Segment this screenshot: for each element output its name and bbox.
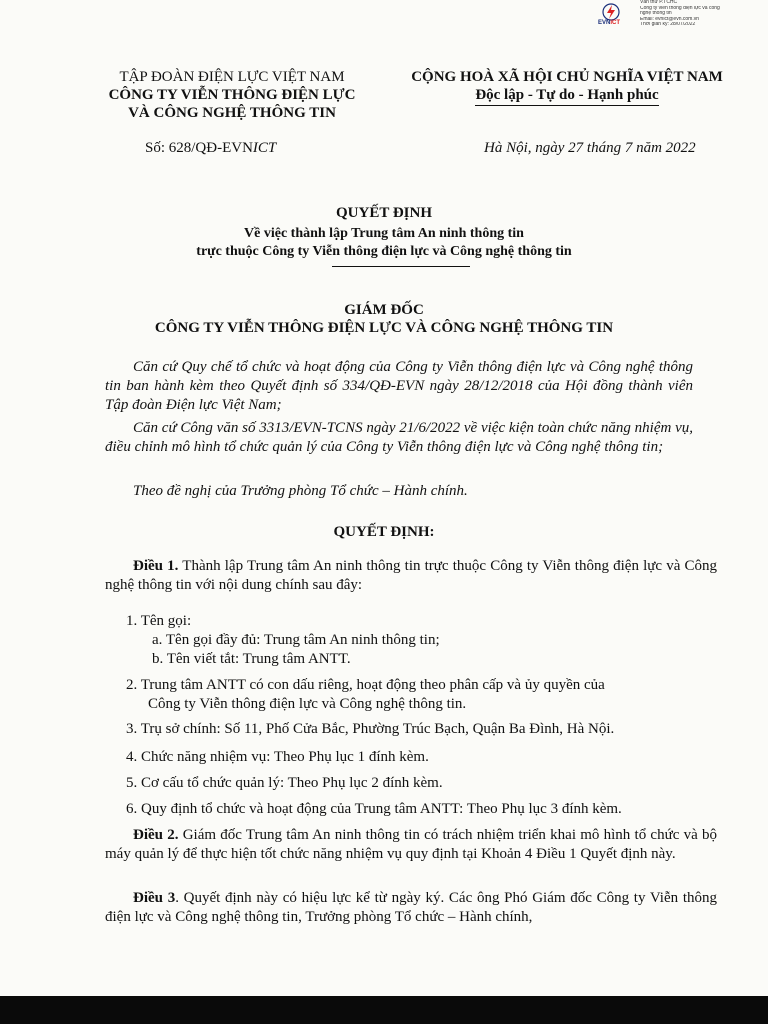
article-1-item-5: 5. Cơ cấu tổ chức quản lý: Theo Phụ lục 2 đính kèm. xyxy=(126,775,443,791)
article-1-item-3: 3. Trụ sở chính: Số 11, Phố Cửa Bắc, Phường Trúc Bạch, Quận Ba Đình, Hà Nội. xyxy=(126,721,615,737)
article-2-label: Điều 2. xyxy=(133,827,179,843)
document-number xyxy=(145,140,276,157)
stamp-line: nghệ thông tin xyxy=(640,11,672,16)
stamp-line: Văn thư P.TCHC xyxy=(640,0,678,5)
article-2 xyxy=(105,826,717,864)
article-3-label: Điều 3 xyxy=(133,890,176,906)
place-date: Hà Nội, ngày 27 tháng 7 năm 2022 xyxy=(484,140,696,156)
article-1-item-1b: b. Tên viết tắt: Trung tâm ANTT. xyxy=(152,651,351,667)
evnict-brand xyxy=(598,20,620,26)
article-1-label: Điều 1. xyxy=(133,558,179,574)
number-suffix: ICT xyxy=(252,140,277,156)
national-header xyxy=(392,68,742,106)
digital-signature-stamp xyxy=(598,0,758,27)
brand-evn: EVN xyxy=(598,20,611,26)
preamble-proposal: Theo đề nghị của Trưởng phòng Tổ chức – Hành chính. xyxy=(133,483,468,499)
document-title: QUYẾT ĐỊNH xyxy=(336,205,432,221)
authority-title: GIÁM ĐỐC xyxy=(344,302,424,318)
parent-organization: TẬP ĐOÀN ĐIỆN LỰC VIỆT NAM xyxy=(119,69,345,85)
article-1-item-1a: a. Tên gọi đầy đủ: Trung tâm An ninh thông tin; xyxy=(152,632,440,648)
article-1-text: Thành lập Trung tâm An ninh thông tin trực thuộc Công ty Viễn thông điện lực và Công nghệ thông tin với nội dung chính sau đây: xyxy=(105,558,718,593)
item-2-line2: Công ty Viễn thông điện lực và Công nghệ thông tin. xyxy=(148,696,467,712)
document-subject-line1: Về việc thành lập Trung tâm An ninh thông tin xyxy=(244,226,524,241)
item-2-line1: 2. Trung tâm ANTT có con dấu riêng, hoạt động theo phân cấp và ủy quyền của xyxy=(126,677,605,693)
organization-name-line2: VÀ CÔNG NGHỆ THÔNG TIN xyxy=(128,105,336,121)
stamp-line: Thời gian ký: 28/07/2022 xyxy=(640,22,696,27)
article-1-item-2 xyxy=(126,676,696,714)
article-1 xyxy=(105,557,717,595)
authority-organization: CÔNG TY VIỄN THÔNG ĐIỆN LỰC VÀ CÔNG NGHỆ THÔNG TIN xyxy=(154,320,614,336)
evnict-logo-icon xyxy=(598,2,624,22)
country-name: CỘNG HOÀ XÃ HỘI CHỦ NGHĨA VIỆT NAM xyxy=(411,69,723,85)
preamble-basis-2: Căn cứ Công văn số 3313/EVN-TCNS ngày 21/6/2022 về việc kiện toàn chức năng nhiệm vụ, điều chỉnh mô hình tổ chức quản lý của Công ty Viễn thông điện lực và Công nghệ thông tin; xyxy=(105,420,693,455)
national-motto: Độc lập - Tự do - Hạnh phúc xyxy=(475,86,658,106)
article-3 xyxy=(105,889,717,927)
number-prefix: Số: 628/QĐ-EVN xyxy=(145,140,253,156)
issuing-organization xyxy=(92,68,372,122)
article-1-item-4: 4. Chức năng nhiệm vụ: Theo Phụ lục 1 đính kèm. xyxy=(126,749,429,765)
article-1-item-1: 1. Tên gọi: xyxy=(126,613,192,629)
title-divider xyxy=(332,266,470,267)
organization-name-line1: CÔNG TY VIỄN THÔNG ĐIỆN LỰC xyxy=(108,87,356,103)
preamble-basis-1: Căn cứ Quy chế tổ chức và hoạt động của Công ty Viễn thông điện lực và Công nghệ thông tin ban hành kèm theo Quyết định số 334/QĐ-EVN ngày 28/12/2018 của Hội đồng thành viên Tập đoàn Điện lực Việt Nam; xyxy=(105,359,693,413)
article-2-text: Giám đốc Trung tâm An ninh thông tin có trách nhiệm triển khai mô hình tổ chức và bộ máy quản lý để thực hiện tốt chức năng nhiệm vụ quy định tại Khoản 4 Điều 1 Quyết định này. xyxy=(105,827,717,862)
decision-heading: QUYẾT ĐỊNH: xyxy=(333,524,435,540)
document-subject-line2: trực thuộc Công ty Viễn thông điện lực và Công nghệ thông tin xyxy=(196,244,572,259)
stamp-line: Công ty viễn thông điện lực và công xyxy=(640,5,720,11)
article-1-item-6: 6. Quy định tổ chức và hoạt động của Trung tâm ANTT: Theo Phụ lục 3 đính kèm. xyxy=(126,801,622,817)
stamp-text xyxy=(640,0,760,28)
scan-edge-band xyxy=(0,996,768,1024)
article-3-text: . Quyết định này có hiệu lực kể từ ngày ký. Các ông Phó Giám đốc Công ty Viễn thông điện lực và Công nghệ thông tin, Trưởng phòng Tổ chức – Hành chính, xyxy=(105,890,717,925)
stamp-line: Email: evnict@evn.com.vn xyxy=(640,16,699,22)
brand-ict: ICT xyxy=(610,20,621,26)
